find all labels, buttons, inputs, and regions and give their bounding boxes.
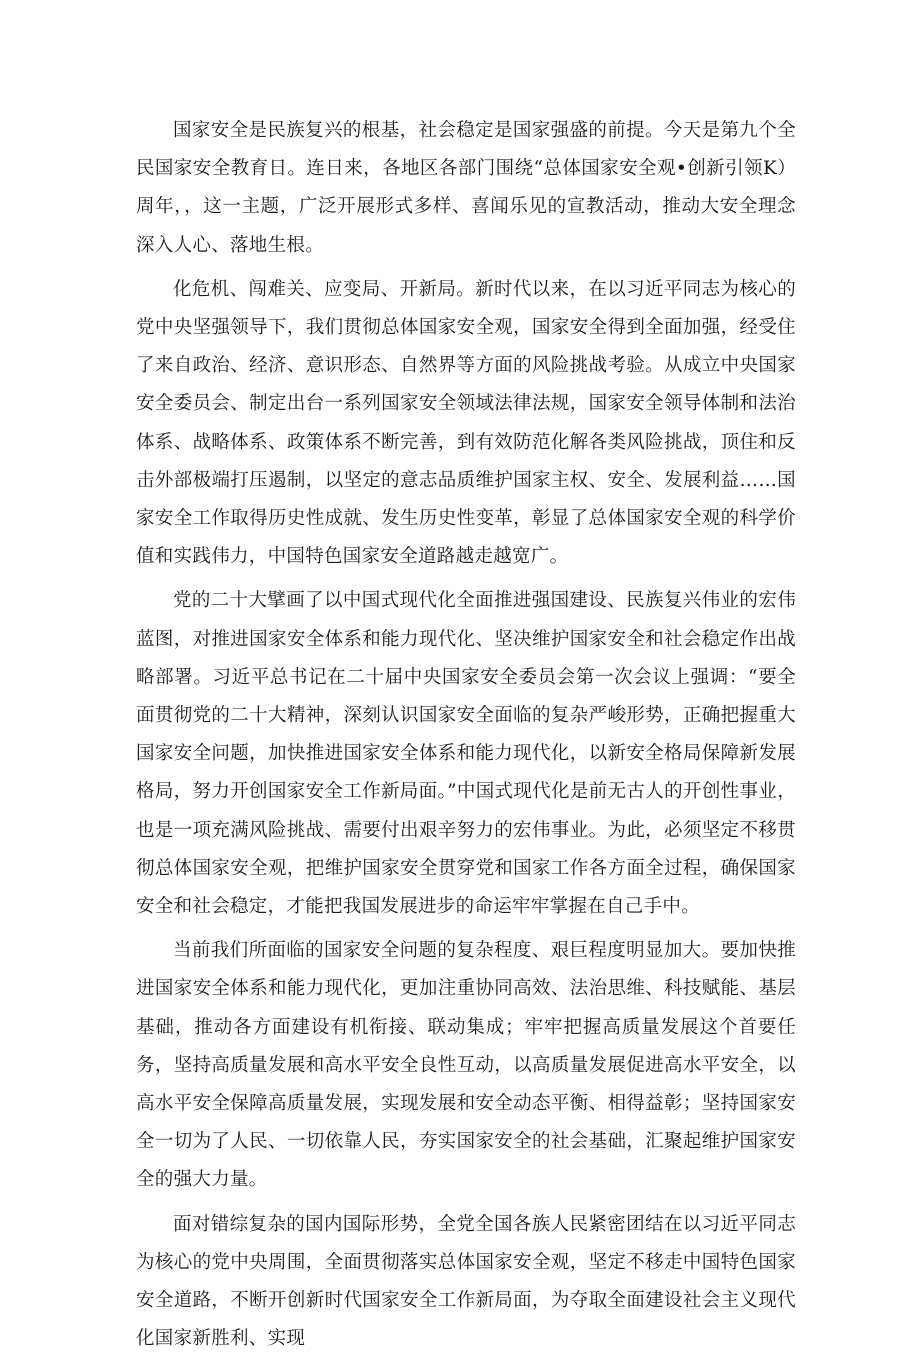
paragraph-5: 面对错综复杂的国内国际形势，全党全国各族人民紧密团结在以习近平同志为核心的党中央周围，全面贯彻落实总体国家安全观，坚定不移走中国特色国家安全道路，不断开创新时代国家安全工作新局面，为夺取全面建设社会主义现代化国家新胜利、实现: [136, 1213, 796, 1350]
paragraph-3: 党的二十大擘画了以中国式现代化全面推进强国建设、民族复兴伟业的宏伟蓝图，对推进国家安全体系和能力现代化、坚决维护国家安全和社会稳定作出战略部署。习近平总书记在二十届中央国家安全委员会第一次会议上强调：“要全面贯彻党的二十大精神，深刻认识国家安全面临的复杂严峻形势，正确把握重大国家安全问题，加快推进国家安全体系和能力现代化，以新安全格局保障新发展格局，努力开创国家安全工作新局面。”中国式现代化是前无古人的开创性事业，也是一项充满风险挑战、需要付出艰辛努力的宏伟事业。为此，必须坚定不移贯彻总体国家安全观，把维护国家安全贯穿党和国家工作各方面全过程，确保国家安全和社会稳定，才能把我国发展进步的命运牢牢掌握在自己手中。: [136, 590, 796, 918]
paragraph-2: 化危机、闯难关、应变局、开新局。新时代以来，在以习近平同志为核心的党中央坚强领导下，我们贯彻总体国家安全观，国家安全得到全面加强，经受住了来自政治、经济、意识形态、自然界等方面的风险挑战考验。从成立中央国家安全委员会、制定出台一系列国家安全领域法律法规，国家安全领导体制和法治体系、战略体系、政策体系不断完善，到有效防范化解各类风险挑战，顶住和反击外部极端打压遏制，以坚定的意志品质维护国家主权、安全、发展利益……国家安全工作取得历史性成就、发生历史性变革，彰显了总体国家安全观的科学价值和实践伟力，中国特色国家安全道路越走越宽广。: [136, 278, 796, 568]
paragraph-1: 国家安全是民族复兴的根基，社会稳定是国家强盛的前提。今天是第九个全民国家安全教育日。连日来，各地区各部门围绕“总体国家安全观•创新引领K）周年，，这一主题，广泛开展形式多样、喜闻乐见的宣教活动，推动大安全理念深入人心、落地生根。: [136, 120, 796, 256]
document-body: [136, 112, 796, 1365]
paragraph-4: 当前我们所面临的国家安全问题的复杂程度、艰巨程度明显加大。要加快推进国家安全体系和能力现代化，更加注重协同高效、法治思维、科技赋能、基层基础，推动各方面建设有机衔接、联动集成；牢牢把握高质量发展这个首要任务，坚持高质量发展和高水平安全良性互动，以高质量发展促进高水平安全，以高水平安全保障高质量发展，实现发展和安全动态平衡、相得益彰；坚持国家安全一切为了人民、一切依靠人民，夯实国家安全的社会基础，汇聚起维护国家安全的强大力量。: [136, 940, 796, 1191]
